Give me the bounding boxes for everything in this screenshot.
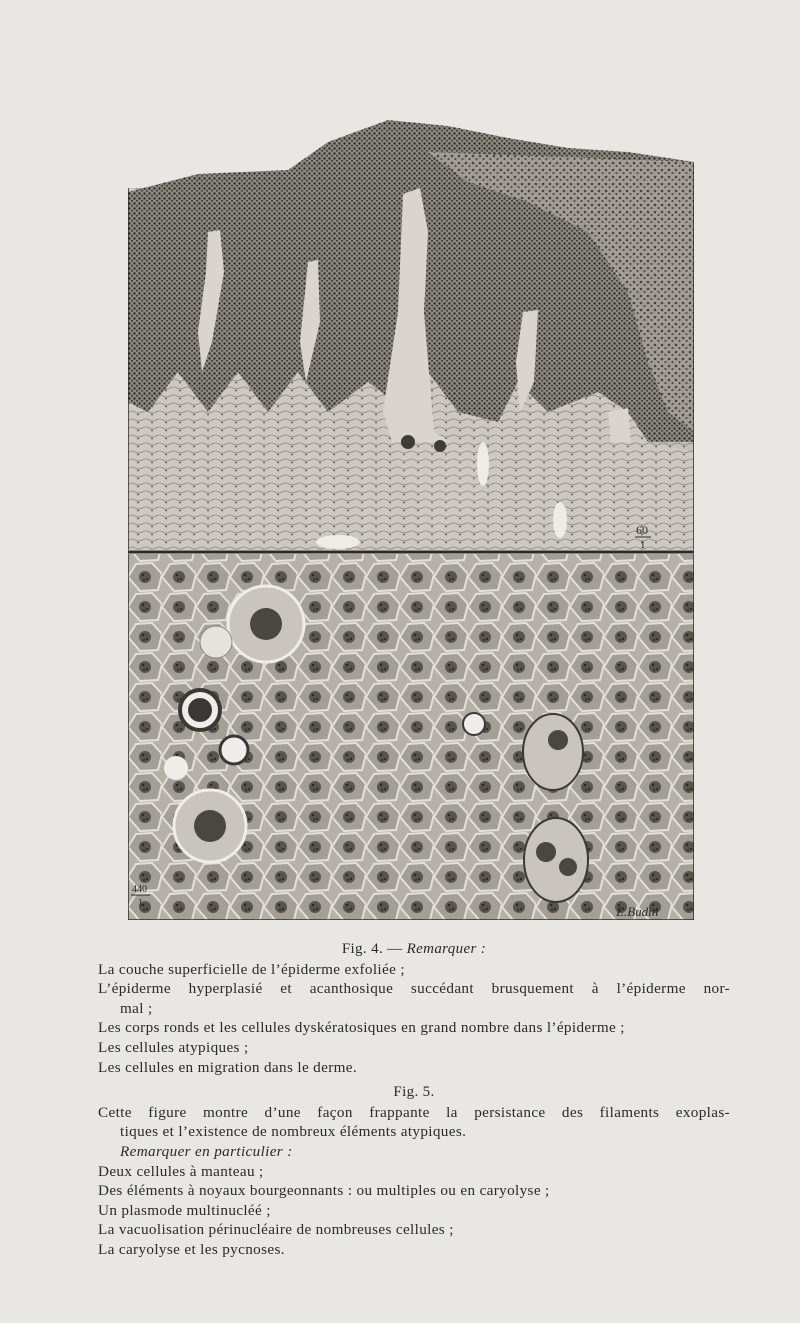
figure4-heading: [98, 940, 730, 960]
upper-panel: [128, 120, 694, 550]
upper-magnification-den: 1: [640, 539, 646, 551]
figure5-line: Deux cellules à manteau ;: [98, 1162, 264, 1180]
figure4-line: Les corps ronds et les cellules dyskératosiques en grand nombre dans l’épiderme ;: [98, 1019, 625, 1037]
histology-plate: [128, 112, 694, 920]
figure5-subhead: Remarquer en particulier :: [120, 1142, 293, 1160]
figure5-intro: Cette figure montre d’une façon frappante la persistance des filaments exoplas-: [98, 1103, 730, 1121]
figure4-line: L’épiderme hyperplasié et acanthosique succédant brusquement à l’épiderme nor-: [98, 980, 730, 998]
figure4-line: mal ;: [120, 999, 153, 1017]
lower-panel: [128, 554, 694, 920]
figure5-line: La vacuolisation périnucléaire de nombreuses cellules ;: [98, 1221, 454, 1239]
upper-magnification-num: 60: [636, 523, 648, 537]
figure4-label: Fig. 4.: [341, 941, 384, 957]
plate-illustration: [128, 112, 694, 920]
figure5-line: La caryolyse et les pycnoses.: [98, 1240, 285, 1258]
figure5-line: Un plasmode multinucléé ;: [98, 1201, 271, 1219]
figure4-remark: Remarquer :: [406, 941, 487, 957]
illustrator-signature: E.Budin: [616, 904, 659, 919]
figure5-intro: tiques et l’existence de nombreux éléments atypiques.: [120, 1123, 467, 1141]
lower-magnification-num: 440: [132, 884, 147, 895]
figure5-heading: Fig. 5.: [393, 1084, 435, 1101]
caption-block: [98, 940, 730, 1260]
figure4-dash: —: [387, 941, 403, 957]
figure4-line: Les cellules atypiques ;: [98, 1038, 249, 1056]
figure5-line: Des éléments à noyaux bourgeonnants : ou multiples ou en caryolyse ;: [98, 1182, 550, 1200]
figure4-line: Les cellules en migration dans le derme.: [98, 1058, 358, 1076]
figure4-line: La couche superficielle de l’épiderme exfoliée ;: [98, 960, 405, 978]
lower-magnification-den: 1: [138, 898, 143, 909]
